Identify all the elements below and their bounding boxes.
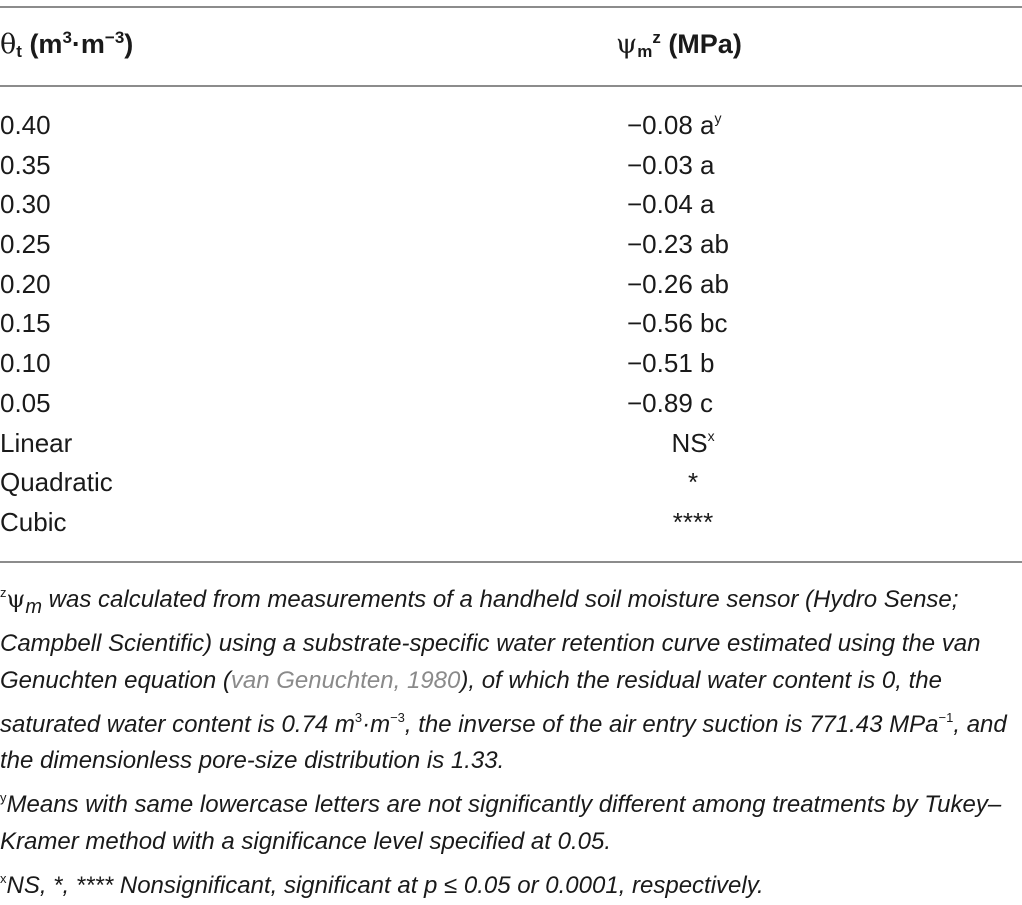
theta-cell: 0.30 (0, 189, 51, 220)
footnote-text: ), of which the residual water content is 0, the saturated water content is 0.74 m (0, 666, 942, 738)
psi-value: −0.08 a (627, 110, 715, 140)
psi-subscript: m (637, 42, 653, 61)
psi-value: −0.04 a (627, 189, 715, 220)
footnote-mark: x (0, 871, 7, 887)
theta-subscript: t (16, 42, 22, 61)
table-row (0, 267, 1022, 307)
theta-cell: 0.25 (0, 229, 51, 260)
psi-cell (506, 388, 880, 419)
theta-cell: Quadratic (0, 467, 113, 498)
psi-cell (506, 229, 880, 260)
psi-cell (506, 269, 880, 300)
table-row (0, 346, 1022, 386)
psi-cell (506, 467, 880, 498)
psi-value: −0.23 ab (627, 229, 729, 260)
column-header-theta (0, 28, 133, 62)
psi-value: −0.56 bc (627, 308, 728, 339)
table-bottom-rule (0, 561, 1022, 563)
psi-value: −0.89 c (627, 387, 714, 418)
theta-cell: Linear (0, 427, 73, 458)
psi-value: NS (671, 427, 708, 458)
unit-sup: −1 (938, 709, 954, 725)
footnote-text: , the inverse of the air entry suction is 771.43 MPa (404, 710, 939, 738)
psi-cell (506, 507, 880, 538)
psi-cell (506, 110, 880, 141)
unit-sup: 3 (62, 28, 72, 47)
theta-cell: 0.10 (0, 348, 51, 379)
psi-symbol: ψ (6, 585, 26, 613)
unit-sup: −3 (390, 709, 405, 725)
footnote-mark: z (0, 585, 7, 600)
psi-cell (506, 150, 880, 181)
theta-cell: 0.35 (0, 149, 51, 180)
column-header-psi (616, 28, 742, 62)
footnote-z (0, 575, 1020, 780)
table-row (0, 306, 1022, 346)
theta-symbol: θ (0, 29, 17, 60)
footnote-text: , and the dimensionless pore-size distribution is 1.33. (0, 710, 1007, 775)
footnote-text: ·m (362, 710, 391, 738)
psi-symbol: ψ (616, 29, 638, 60)
table-row (0, 505, 1022, 545)
table-row (0, 227, 1022, 267)
theta-cell: 0.15 (0, 308, 51, 339)
footnote-mark: y (714, 110, 722, 126)
theta-cell: 0.20 (0, 268, 51, 299)
psi-value: −0.51 b (627, 348, 715, 379)
psi-cell (506, 189, 880, 220)
psi-cell (506, 308, 880, 339)
table-top-rule (0, 6, 1022, 8)
citation-link[interactable]: van Genuchten, 1980 (230, 666, 461, 694)
footnote-mark: y (0, 790, 7, 806)
table-row (0, 108, 1022, 148)
unit-sup: 3 (354, 709, 363, 725)
table-row (0, 148, 1022, 188)
psi-cell (506, 428, 880, 459)
header-rule (0, 85, 1022, 87)
unit-sup: −3 (104, 28, 125, 47)
psi-value: −0.03 a (627, 149, 715, 180)
footnote-y (0, 780, 1020, 861)
footnote-x (0, 861, 1020, 905)
footnote-text: Means with same lowercase letters are not significantly different among treatments by Tukey–Kramer method with a significance level specified at 0.05. (0, 791, 1002, 856)
unit-part: (m (21, 29, 63, 59)
theta-cell: Cubic (0, 506, 67, 537)
footnote-text: NS, *, **** Nonsignificant, significant at p ≤ 0.05 or 0.0001, respectively. (6, 872, 764, 900)
psi-cell (506, 348, 880, 379)
theta-cell: 0.40 (0, 110, 51, 140)
unit-part: (MPa) (660, 29, 742, 59)
table-row (0, 465, 1022, 505)
table-row (0, 426, 1022, 466)
table-row (0, 187, 1022, 227)
psi-value: * (687, 467, 699, 498)
psi-value: −0.26 ab (627, 268, 729, 299)
psi-subscript: m (25, 595, 42, 618)
psi-value: **** (672, 506, 714, 537)
theta-cell: 0.05 (0, 387, 51, 418)
table-body (0, 108, 1022, 545)
table-footnotes (0, 575, 1020, 905)
table-row (0, 386, 1022, 426)
unit-part: ·m (71, 29, 105, 59)
footnote-mark: x (707, 427, 715, 444)
psi-footnote-mark: z (652, 28, 661, 47)
footnote-text: was calculated from measurements of a handheld soil moisture sensor (Hydro Sense; Campbell Scientific) using a substrate-specific water retention curve estimated using the van Genuchten equation ( (0, 586, 981, 694)
unit-part: ) (124, 29, 134, 59)
